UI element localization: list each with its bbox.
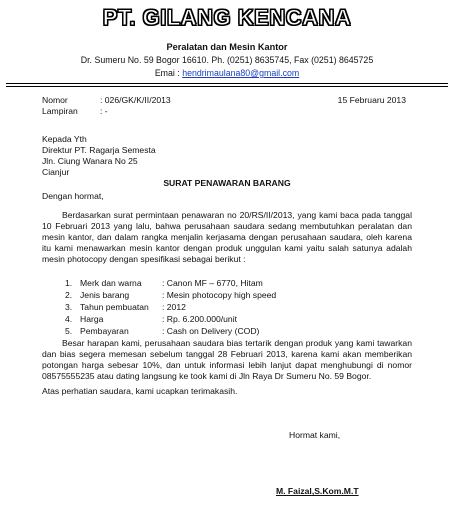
recipient-line-1: Kepada Yth: [42, 134, 87, 144]
spec-num: 2.: [65, 290, 73, 300]
spec-value: : Cash on Delivery (COD): [162, 326, 260, 336]
email-label: Emai :: [154, 68, 183, 78]
spec-label: Tahun pembuatan: [80, 302, 149, 312]
lampiran-label: Lampiran: [42, 106, 78, 116]
spec-label: Pembayaran: [80, 326, 129, 336]
letter-date: 15 Februaru 2013: [337, 95, 406, 105]
spec-value: : 2012: [162, 302, 186, 312]
spec-num: 5.: [65, 326, 73, 336]
spec-label: Harga: [80, 314, 104, 324]
body-paragraph-1: Berdasarkan surat permintaan penawaran no 20/RS/II/2013, yang kami baca pada tanggal 10 Februari 2013 yang lalu, bahwa perusahaan saudara sedang membutuhkan peralatan dan mesin kantor, dan dalam rangka menjalin kerjasama dengan perusahaan saudara, oleh karena itu kami menawarkan mesin kantor dengan produk unggulan kami yaitu salah satunya adalah mesin photocopy dengan spesifikasi sebagai berikut :: [42, 210, 412, 264]
header-rule-top: [6, 83, 448, 84]
recipient-line-2: Direktur PT. Ragarja Semesta: [42, 145, 156, 155]
spec-label: Jenis barang: [80, 290, 130, 300]
spec-value: : Canon MF – 6770, Hitam: [162, 278, 263, 288]
signatory-name: M. Faizal,S.Kom.M.T: [276, 486, 359, 496]
lampiran-value: : -: [100, 106, 108, 116]
nomor-label: Nomor: [42, 95, 68, 105]
email-link[interactable]: hendrimaulana80@gmail.com: [182, 68, 300, 78]
spec-num: 4.: [65, 314, 73, 324]
spec-value: : Rp. 6.200.000/unit: [162, 314, 238, 324]
recipient-line-4: Cianjur: [42, 167, 70, 177]
company-address: Dr. Sumeru No. 59 Bogor 16610. Ph. (0251) 8635745, Fax (0251) 8645725: [80, 55, 374, 65]
spec-label: Merk dan warna: [80, 278, 142, 288]
closing-line: Atas perhatian saudara, kami ucapkan terimakasih.: [42, 386, 238, 396]
spec-value: : Mesin photocopy high speed: [162, 290, 277, 300]
body-paragraph-2: Besar harapan kami, perusahaan saudara bias tertarik dengan produk yang kami tawarkan dan bias segera memesan sebelum tanggal 28 Februari 2013, karena kami akan memberikan potongan harga sebesar 10%, dan untuk informasi lebih lanjut dapat menghubungi di nomor 08575555235 atau dating langsung ke took kami di Jln Raya Dr Sumeru No. 59 Bogor.: [42, 338, 412, 381]
salutation: Dengan hormat,: [42, 191, 104, 201]
letter-subject: SURAT PENAWARAN BARANG: [163, 178, 291, 188]
nomor-value: : 026/GK/K/II/2013: [100, 95, 171, 105]
company-name: PT. GILANG KENCANA: [102, 5, 352, 30]
spec-num: 1.: [65, 278, 73, 288]
signature-greeting: Hormat kami,: [289, 430, 341, 440]
company-email-line: [0, 68, 454, 79]
recipient-line-3: Jln. Ciung Wanara No 25: [42, 156, 138, 166]
company-tagline: Peralatan dan Mesin Kantor: [166, 42, 288, 52]
spec-num: 3.: [65, 302, 73, 312]
header-rule-bottom: [6, 86, 448, 87]
